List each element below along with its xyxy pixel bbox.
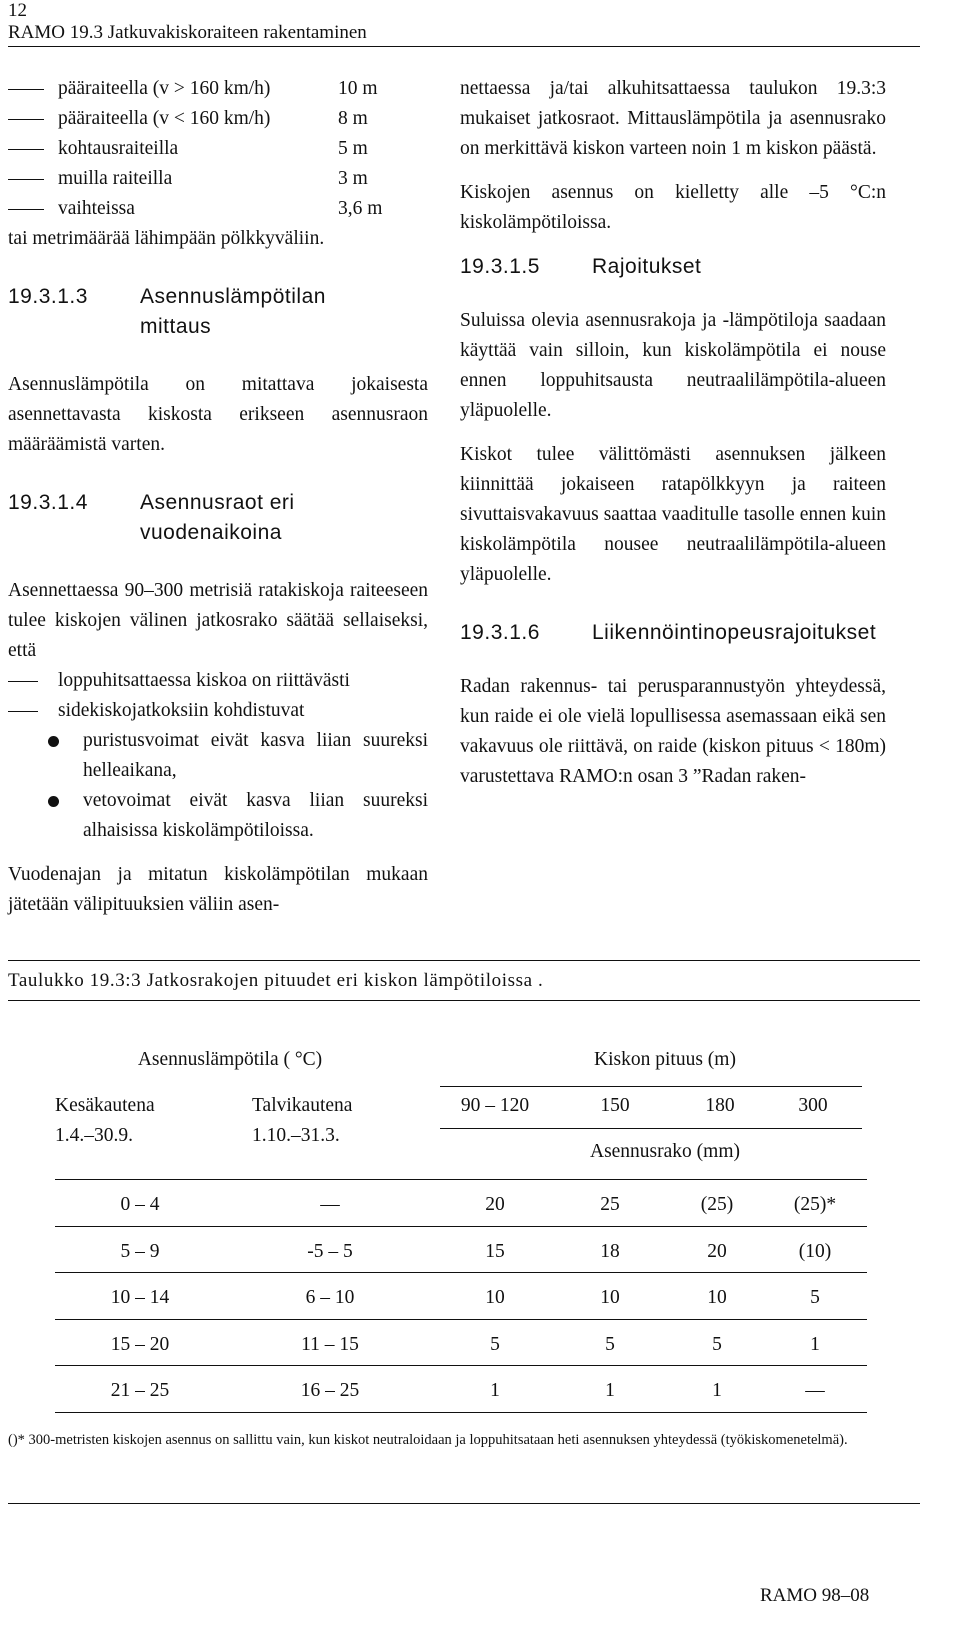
- paragraph: Asennettaessa 90–300 metrisiä ratakiskoja raiteeseen tulee kiskojen välinen jatkosrako säätää sellaiseksi, että: [8, 580, 428, 661]
- speed-list-value: 3 m: [338, 168, 368, 189]
- table-cell-winter: 16 – 25: [300, 1380, 360, 1401]
- header-summer-dates: 1.4.–30.9.: [55, 1125, 133, 1146]
- speed-list-label: [8, 104, 270, 134]
- bullet-icon: [48, 736, 59, 747]
- dash-marker: [8, 89, 44, 90]
- speed-list-value: 5 m: [338, 138, 368, 159]
- table-cell-gap: 1: [490, 1380, 500, 1401]
- page-number: 12: [8, 0, 27, 21]
- row-rule: [55, 1365, 867, 1366]
- paragraph: nettaessa ja/tai alkuhitsattaessa taulukon 19.3:3 mukaiset jatkosraot. Mittauslämpötila ja asennusrako on merkittävä kiskon varteen noin 1 m kiskon päästä.: [460, 78, 886, 159]
- section-number: 19.3.1.5: [460, 255, 540, 278]
- left-column: [8, 74, 428, 920]
- paragraph: Radan rakennus- tai perusparannustyön yhteydessä, kun raide ei ole vielä lopullisessa asemassaan eikä sen vakavuus ole riittävä, on raide (kiskon pituus < 180m) varustettava RAMO:n osan 3 ”Radan raken-: [460, 676, 886, 787]
- dash-marker: [8, 681, 38, 682]
- header-unit: Asennusrako (mm): [589, 1141, 740, 1162]
- table-cell-winter: -5 – 5: [307, 1241, 353, 1262]
- len-col-header: 90 – 120: [460, 1095, 530, 1116]
- footer-code: RAMO 98–08: [760, 1585, 870, 1606]
- table-cell-gap: (25): [700, 1194, 734, 1215]
- table-cell-gap: 1: [712, 1380, 722, 1401]
- row-rule: [55, 1226, 867, 1227]
- table-rule-bottom: [8, 1000, 920, 1001]
- table-footnote: ()* 300-metristen kiskojen asennus on sallittu vain, kun kiskot neutraloidaan ja loppuhitsataan heti asennuksen yhteydessä (työkiskomenetelmä).: [8, 1432, 848, 1448]
- section-title: Rajoitukset: [592, 255, 702, 278]
- speed-list-value: 3,6 m: [338, 198, 383, 219]
- header-temp-group: Asennuslämpötila ( °C): [137, 1049, 323, 1070]
- header-summer: Kesäkautena: [55, 1095, 155, 1116]
- speed-list-label-text: pääraiteella (v < 160 km/h): [58, 108, 271, 129]
- header-winter: Talvikautena: [252, 1095, 353, 1116]
- table-cell-gap: 10: [485, 1287, 505, 1308]
- speed-list-tail: tai metrimäärää lähimpään pölkkyväliin.: [8, 228, 325, 249]
- dash-marker: [8, 711, 38, 712]
- bullet-text: puristusvoimat eivät kasva liian suureksi helleaikana,: [83, 730, 428, 781]
- paragraph: Vuodenajan ja mitatun kiskolämpötilan mukaan jätetään välipituuksien väliin asen-: [8, 864, 428, 915]
- table-caption: Taulukko 19.3:3 Jatkosrakojen pituudet eri kiskon lämpötiloissa .: [8, 970, 544, 991]
- section-heading-1916: [460, 618, 886, 648]
- table-rule-top: [8, 960, 920, 961]
- bullet-item: [8, 726, 428, 786]
- table-cell-summer: 15 – 20: [110, 1334, 170, 1355]
- paragraph: Suluissa olevia asennusrakoja ja -lämpötiloja saadaan käyttää vain silloin, kun kiskolämpötila ei nouse ennen loppuhitsausta neutraalilämpötila-alueen yläpuolelle.: [460, 310, 886, 421]
- table-cell-gap: 25: [600, 1194, 620, 1215]
- section-title: Asennuslämpötilan mittaus: [140, 285, 326, 338]
- dash-item-text: loppuhitsattaessa kiskoa on riittävästi: [58, 670, 350, 691]
- len-col-header: 150: [600, 1095, 630, 1116]
- speed-list-label: [8, 164, 172, 194]
- speed-list-label-text: kohtausraiteilla: [58, 138, 179, 159]
- speed-list-value: 10 m: [338, 78, 378, 99]
- len-col-header: 300: [798, 1095, 828, 1116]
- section-heading-1914: [8, 488, 428, 548]
- row-rule: [55, 1272, 867, 1273]
- table-cell-gap: —: [805, 1380, 825, 1401]
- table-cell-summer: 10 – 14: [110, 1287, 170, 1308]
- dash-item: [8, 696, 428, 726]
- row-rule: [55, 1319, 867, 1320]
- paragraph: Asennuslämpötila on mitattava jokaisesta asennettavasta kiskosta erikseen asennusraon määräämistä varten.: [8, 374, 428, 455]
- row-rule: [55, 1412, 867, 1413]
- section-title: Liikennöintinopeusrajoitukset: [592, 621, 877, 644]
- table-cell-gap: 10: [707, 1287, 727, 1308]
- table-cell-gap: 20: [707, 1241, 727, 1262]
- header-length-group: Kiskon pituus (m): [594, 1049, 736, 1070]
- header-rule-length: [440, 1086, 862, 1087]
- table-cell-gap: 18: [600, 1241, 620, 1262]
- running-title: RAMO 19.3 Jatkuvakiskoraiteen rakentaminen: [8, 22, 367, 43]
- dash-item-text: sidekiskojatkoksiin kohdistuvat: [58, 700, 305, 721]
- table-cell-gap: 5: [810, 1287, 820, 1308]
- table-cell-winter: 6 – 10: [305, 1287, 355, 1308]
- paragraph: Kiskojen asennus on kielletty alle –5 °C:n kiskolämpötiloissa.: [460, 182, 886, 233]
- footer-rule: [8, 1503, 920, 1504]
- table-cell-summer: 0 – 4: [120, 1194, 160, 1215]
- speed-list-item: [8, 104, 398, 134]
- table-cell-summer: 21 – 25: [110, 1380, 170, 1401]
- table-cell-gap: 5: [490, 1334, 500, 1355]
- table-cell-gap: 10: [600, 1287, 620, 1308]
- table-cell-winter: —: [320, 1194, 340, 1215]
- table-cell-summer: 5 – 9: [120, 1241, 160, 1262]
- speed-list-label: [8, 134, 178, 164]
- speed-list-label: [8, 74, 270, 104]
- header-rule: [8, 46, 920, 47]
- speed-list-label-text: vaihteissa: [58, 198, 135, 219]
- len-col-header: 180: [705, 1095, 735, 1116]
- dash-item: [8, 666, 428, 696]
- bullet-item: [8, 786, 428, 846]
- paragraph: Kiskot tulee välittömästi asennuksen jälkeen kiinnittää jokaiseen ratapölkkyyn ja raiteen sivuttaisvakavuus saattaa vaaditulle tasolle ennen kuin kiskolämpötila nousee neutraalilämpötila-alueen yläpuolelle.: [460, 444, 886, 585]
- speed-list-item: [8, 74, 398, 104]
- section-title: Asennusraot eri vuodenaikoina: [140, 491, 295, 544]
- table-cell-gap: 5: [712, 1334, 722, 1355]
- dash-marker: [8, 209, 44, 210]
- table-cell-gap: 5: [605, 1334, 615, 1355]
- speed-list: [8, 74, 428, 224]
- speed-list-label-text: pääraiteella (v > 160 km/h): [58, 78, 271, 99]
- speed-list-value: 8 m: [338, 108, 368, 129]
- row-rule: [55, 1179, 867, 1180]
- header-winter-dates: 1.10.–31.3.: [252, 1125, 340, 1146]
- bullet-icon: [48, 796, 59, 807]
- dash-marker: [8, 149, 44, 150]
- section-number: 19.3.1.6: [460, 621, 540, 644]
- section-heading-1915: [460, 252, 886, 282]
- table-cell-gap: 1: [605, 1380, 615, 1401]
- dash-marker: [8, 119, 44, 120]
- bullet-text: vetovoimat eivät kasva liian suureksi alhaisissa kiskolämpötiloissa.: [83, 790, 428, 841]
- speed-list-item: [8, 194, 398, 224]
- table-cell-gap: (10): [798, 1241, 832, 1262]
- section-number: 19.3.1.3: [8, 285, 88, 308]
- section-heading-1913: [8, 282, 428, 342]
- header-rule-unit: [440, 1128, 862, 1129]
- speed-list-label: [8, 194, 135, 224]
- table-cell-gap: 15: [485, 1241, 505, 1262]
- section-number: 19.3.1.4: [8, 491, 88, 514]
- table-cell-gap: 1: [810, 1334, 820, 1355]
- table-cell-gap: (25)*: [793, 1194, 837, 1215]
- table-cell-gap: 20: [485, 1194, 505, 1215]
- dash-marker: [8, 179, 44, 180]
- speed-list-item: [8, 164, 398, 194]
- speed-list-item: [8, 134, 398, 164]
- table-cell-winter: 11 – 15: [301, 1334, 359, 1355]
- speed-list-label-text: muilla raiteilla: [58, 168, 173, 189]
- right-column: [460, 74, 886, 792]
